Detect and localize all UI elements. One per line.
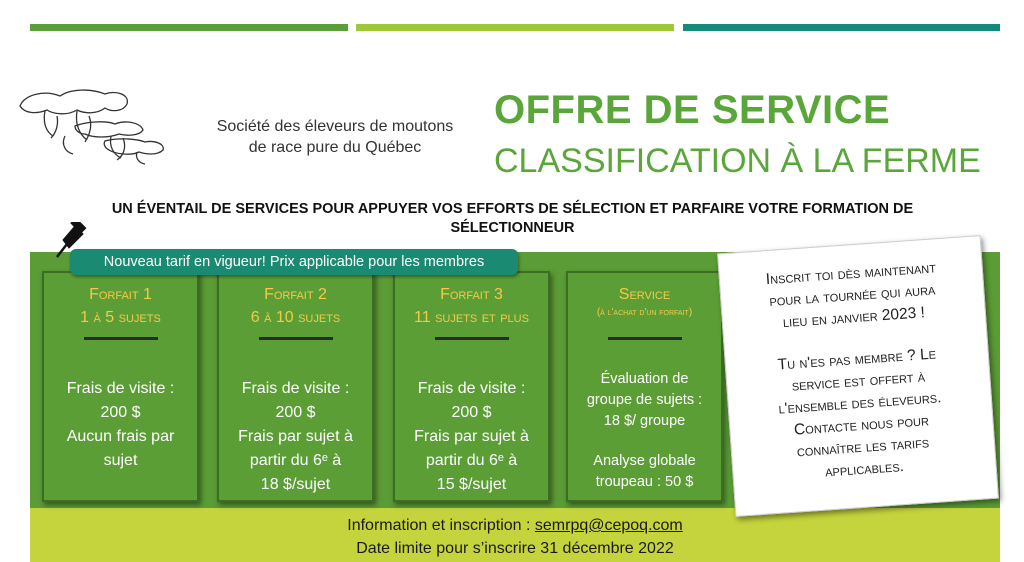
- service-details: [576, 369, 713, 432]
- info-label: Information et inscription :: [347, 517, 535, 534]
- package-line: Frais de visite :: [66, 380, 175, 397]
- package-line: sujet: [103, 452, 138, 469]
- deadline-text: Date limite pour s’inscrire 31 décembre 2022: [356, 540, 674, 557]
- note-paragraph-1: [731, 255, 973, 337]
- note-line: Inscrit toi dès maintenant: [765, 259, 937, 289]
- note-line: Tu n'es pas membre ? Le: [777, 345, 937, 374]
- package-line: partir du 6ᵉ à: [249, 452, 342, 469]
- package-line: 200 $: [100, 404, 141, 421]
- page-subtitle: CLASSIFICATION À LA FERME: [494, 142, 981, 180]
- package-line: partir du 6ᵉ à: [425, 452, 518, 469]
- top-bar-green: [30, 24, 348, 31]
- package-title: Forfait 1: [89, 286, 152, 303]
- new-rate-banner: Nouveau tarif en vigueur! Prix applicable pour les membres: [70, 249, 518, 275]
- note-line: Contacte nous pour: [793, 412, 930, 439]
- package-subtitle: 11 sujets et plus: [414, 309, 529, 326]
- service-line: Analyse globale: [593, 453, 696, 469]
- package-line: Aucun frais par: [66, 428, 175, 445]
- package-line: 200 $: [275, 404, 316, 421]
- note-line: lieu en janvier 2023 !: [782, 304, 926, 332]
- service-card: [566, 271, 723, 502]
- top-bar-lime: [356, 24, 674, 31]
- note-line: applicables.: [824, 458, 905, 481]
- sticky-note: [717, 235, 999, 517]
- footer-info: [30, 514, 1000, 560]
- package-line: 200 $: [451, 404, 492, 421]
- package-card-3: [393, 271, 550, 502]
- package-line: Frais de visite :: [241, 380, 350, 397]
- package-details: [52, 377, 189, 473]
- package-line: Frais par sujet à: [238, 428, 353, 445]
- intro-line1: UN ÉVENTAIL DE SERVICES POUR APPUYER VOS EFFORTS DE SÉLECTION ET PARFAIRE VOTRE FORMATION DE: [111, 201, 914, 217]
- package-line: Frais par sujet à: [414, 428, 529, 445]
- package-card-1: [42, 271, 199, 502]
- sheep-heads-logo-icon: [15, 86, 190, 166]
- pushpin-icon: [53, 222, 87, 260]
- package-line: 18 $/sujet: [260, 476, 331, 493]
- organization-name-line2: de race pure du Québec: [248, 139, 422, 156]
- note-line: pour la tournée qui aura: [768, 281, 936, 310]
- note-paragraph-2: [737, 341, 984, 489]
- package-subtitle: 6 à 10 sujets: [250, 309, 341, 326]
- service-line: groupe de sujets :: [586, 392, 703, 408]
- organization-name: [190, 116, 480, 158]
- service-line: troupeau : 50 $: [595, 474, 694, 490]
- intro-text: [60, 200, 965, 238]
- service-line: Évaluation de: [600, 371, 689, 387]
- info-line: [30, 514, 1000, 537]
- package-details: [403, 377, 540, 497]
- service-title: Service: [618, 286, 671, 303]
- organization-name-line1: Société des éleveurs de moutons: [216, 118, 454, 135]
- package-subtitle: 1 à 5 sujets: [80, 309, 161, 326]
- divider: [259, 337, 333, 340]
- email-link[interactable]: semrpq@cepoq.com: [534, 517, 683, 534]
- package-card-2: [217, 271, 374, 502]
- note-line: l'ensemble des éleveurs.: [777, 389, 942, 418]
- intro-line2: SÉLECTIONNEUR: [450, 220, 575, 236]
- divider: [608, 337, 682, 340]
- package-title: Forfait 2: [264, 286, 327, 303]
- service-details-2: [576, 451, 713, 493]
- top-bar-teal: [683, 24, 1000, 31]
- package-details: [227, 377, 364, 497]
- note-line: connaître les tarifs: [796, 434, 930, 461]
- package-line: Frais de visite :: [417, 380, 526, 397]
- divider: [84, 337, 158, 340]
- note-line: service est offert à: [791, 368, 926, 395]
- service-subtitle: (à l'achat d'un forfait): [596, 307, 693, 318]
- package-line: 15 $/sujet: [436, 476, 507, 493]
- package-title: Forfait 3: [440, 286, 503, 303]
- divider: [435, 337, 509, 340]
- page-title: OFFRE DE SERVICE: [494, 88, 891, 132]
- service-line: 18 $/ groupe: [603, 413, 686, 429]
